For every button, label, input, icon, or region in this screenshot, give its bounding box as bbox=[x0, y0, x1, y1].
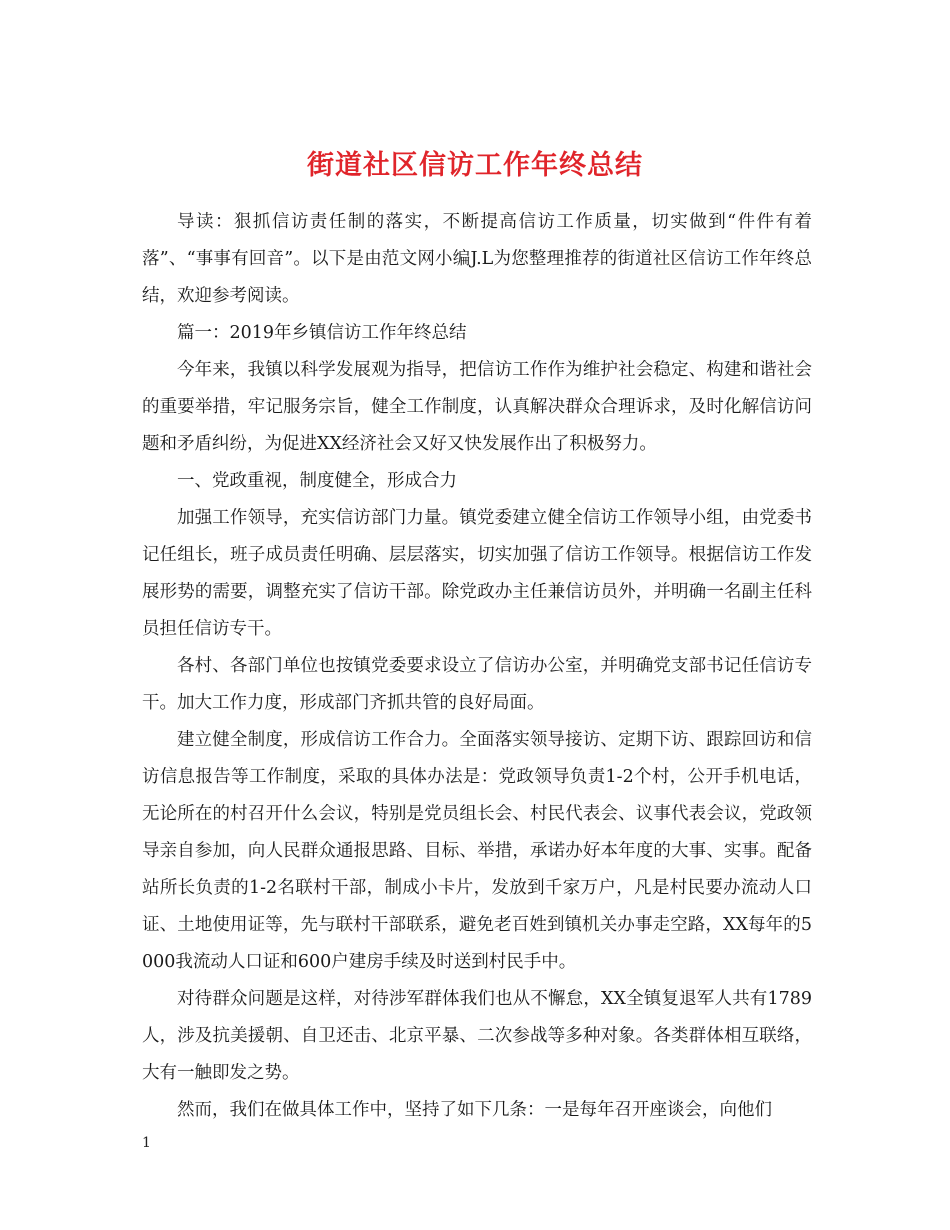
body-paragraph: 今年来，我镇以科学发展观为指导，把信访工作作为维护社会稳定、构建和谐社会的重要举措，牢记服务宗旨，健全工作制度，认真解决群众合理诉求，及时化解信访问题和矛盾纠纷，为促进XX经济社会又好又快发展作出了积极努力。 bbox=[142, 360, 812, 454]
body-paragraph: 对待群众问题是这样，对待涉军群体我们也从不懈怠，XX全镇复退军人共有1789人，涉及抗美援朝、自卫还击、北京平暴、二次参战等多种对象。各类群体相互联络，大有一触即发之势。 bbox=[142, 989, 812, 1083]
section-heading-one: 一、党政重视，制度健全，形成合力 bbox=[177, 471, 457, 491]
document-title: 街道社区信访工作年终总结 bbox=[307, 150, 643, 182]
body-paragraph: 加强工作领导，充实信访部门力量。镇党委建立健全信访工作领导小组，由党委书记任组长，班子成员责任明确、层层落实，切实加强了信访工作领导。根据信访工作发展形势的需要，调整充实了信访干部。除党政办主任兼信访员外，并明确一名副主任科员担任信访专干。 bbox=[142, 508, 812, 639]
body-paragraph: 建立健全制度，形成信访工作合力。全面落实领导接访、定期下访、跟踪回访和信访信息报告等工作制度，采取的具体办法是：党政领导负责1-2个村，公开手机电话，无论所在的村召开什么会议，特别是党员组长会、村民代表会、议事代表会议，党政领导亲自参加，向人民群众通报思路、目标、举措，承诺办好本年度的大事、实事。配备站所长负责的1-2名联村干部，制成小卡片，发放到千家万户，凡是村民要办流动人口证、土地使用证等，先与联村干部联系，避免老百姓到镇机关办事走空路，XX每年的5000我流动人口证和600户建房手续及时送到村民手中。 bbox=[142, 730, 812, 972]
page-number: 1 bbox=[142, 1135, 151, 1151]
document-body bbox=[142, 204, 812, 1129]
intro-paragraph: 导读：狠抓信访责任制的落实，不断提高信访工作质量，切实做到“件件有着落”、“事事有回音”。以下是由范文网小编J.L为您整理推荐的街道社区信访工作年终总结，欢迎参考阅读。 bbox=[142, 212, 812, 306]
body-paragraph: 然而，我们在做具体工作中，坚持了如下几条：一是每年召开座谈会，向他们 bbox=[177, 1100, 772, 1120]
section-heading-part-one: 篇一：2019年乡镇信访工作年终总结 bbox=[177, 323, 467, 343]
body-paragraph: 各村、各部门单位也按镇党委要求设立了信访办公室，并明确党支部书记任信访专干。加大工作力度，形成部门齐抓共管的良好局面。 bbox=[142, 656, 812, 713]
